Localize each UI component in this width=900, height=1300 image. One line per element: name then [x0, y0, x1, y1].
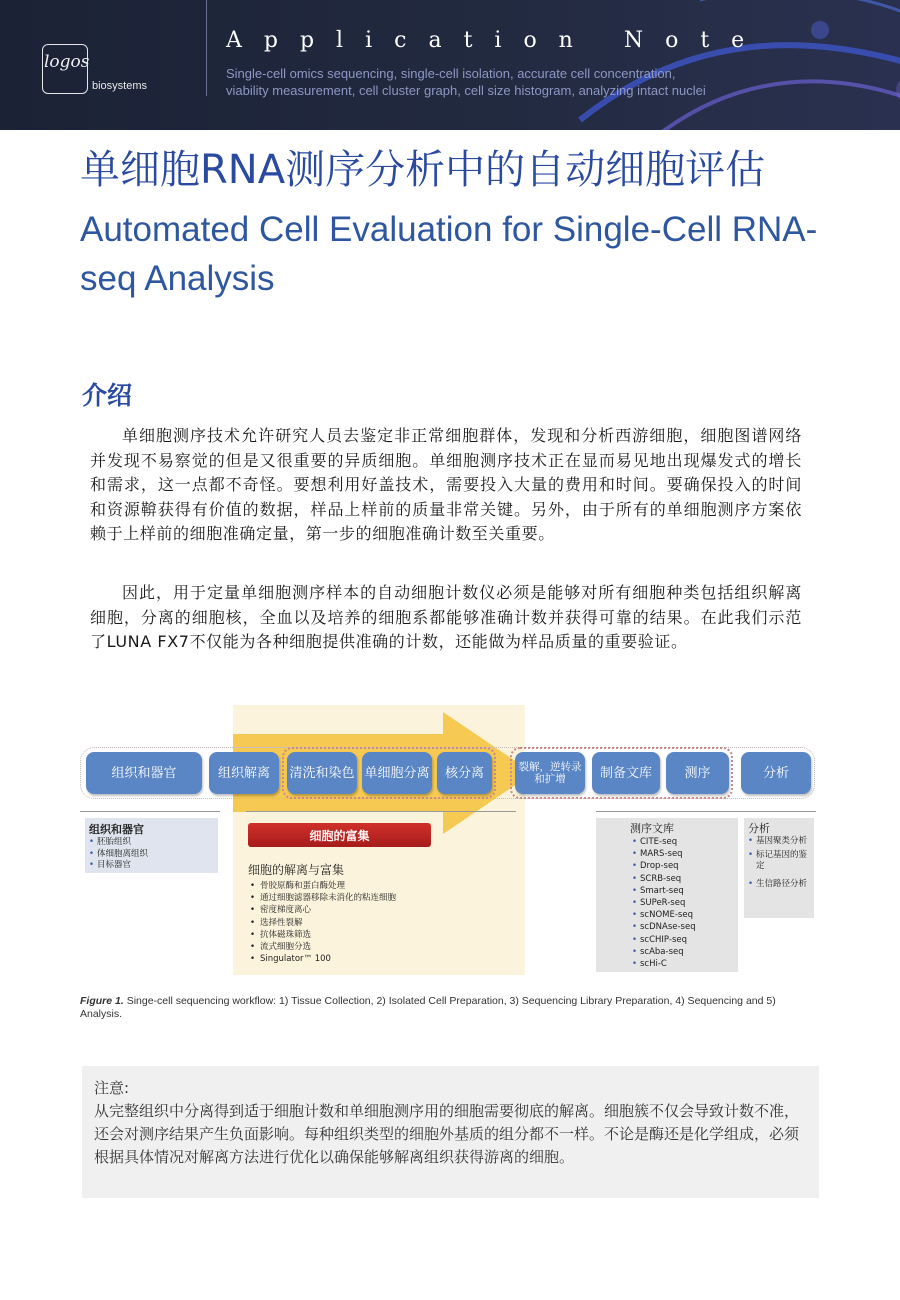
tissue-panel-title: 组织和器官 — [89, 823, 144, 836]
list-item: • scHi-C — [632, 958, 738, 970]
analysis-panel-title: 分析 — [748, 822, 770, 835]
list-item: • CITE-seq — [632, 836, 738, 848]
note-text: 从完整组织中分离得到适于细胞计数和单细胞测序用的细胞需要彻底的解离。细胞簇不仅会导致计数不准，还会对测序结果产生负面影响。每种组织类型的细胞外基质的组分都不一样。不论是酶还是化学组成，必须根据具体情况对解离方法进行优化以确保能够解离组织获得游离的细胞。 — [94, 1102, 800, 1166]
enrichment-bar: 细胞的富集 — [248, 823, 431, 847]
list-item: • Smart-seq — [632, 885, 738, 897]
title-chinese: 单细胞RNA测序分析中的自动细胞评估 — [80, 147, 766, 193]
list-item: • MARS-seq — [632, 848, 738, 860]
list-item: • 密度梯度离心 — [250, 904, 396, 916]
list-item: • 体细胞离组织 — [89, 849, 214, 861]
analysis-panel-list — [748, 836, 810, 890]
step-library-prep: 制备文库 — [592, 752, 660, 794]
list-item: • scCHIP-seq — [632, 934, 738, 946]
tissue-panel — [85, 818, 218, 873]
title-english: Automated Cell Evaluation for Single-Cell RNA-seq Analysis — [80, 210, 818, 298]
figure-divider-right — [596, 811, 816, 812]
list-item: • 生信路径分析 — [748, 879, 810, 891]
logo-subtext: biosystems — [92, 80, 148, 92]
intro-paragraph-1: 单细胞测序技术允许研究人员去鉴定非正常细胞群体，发现和分析西游细胞，细胞图谱网络并发现不易察觉的但是又很重要的异质细胞。单细胞测序技术正在显而易见地出现爆发式的增长和需求，这一点都不奇怪。要想利用好盖技术，需要投入大量的费用和时间。要确保投入的时间和资源鞥获得有价值的数据，样品上样前的质量非常关键。另外，由于所有的单细胞测序方案依赖于上样前的细胞准确定量，第一步的细胞准确计数至关重要。 — [90, 426, 802, 543]
step-tissue-organ: 组织和器官 — [86, 752, 202, 794]
step-single-cell-isolation: 单细胞分离 — [362, 752, 432, 794]
tissue-panel-list — [89, 837, 214, 872]
list-item: • scNOME-seq — [632, 909, 738, 921]
figure-caption-label: Figure 1. — [80, 995, 124, 1007]
figure-divider-left — [80, 811, 220, 812]
step-nuclei-isolation: 核分离 — [437, 752, 492, 794]
banner-subtitle-line2: viability measurement, cell cluster graph, cell size histogram, analyzing intact nuclei — [226, 83, 706, 98]
enrichment-title: 细胞的解离与富集 — [248, 863, 345, 877]
analysis-panel — [744, 818, 814, 918]
list-item: • Singulator™ 100 — [250, 953, 396, 965]
list-item: • scAba-seq — [632, 946, 738, 958]
list-item: • 标记基因的鉴定 — [748, 850, 810, 873]
step-analysis: 分析 — [741, 752, 811, 794]
step-lysis-rt-amplification: 裂解，逆转录和扩增 — [515, 752, 585, 794]
list-item: • 选择性裂解 — [250, 917, 396, 929]
list-item: • 基因聚类分析 — [748, 836, 810, 848]
step-wash-stain: 清洗和染色 — [287, 752, 357, 794]
library-panel — [596, 818, 738, 972]
list-item: • 抗体磁珠筛选 — [250, 929, 396, 941]
list-item: • 胚胎组织 — [89, 837, 214, 849]
list-item: • Drop-seq — [632, 860, 738, 872]
banner-subtitle — [226, 65, 786, 99]
library-panel-title: 测序文库 — [630, 822, 674, 835]
banner-divider — [206, 0, 207, 96]
list-item: • 流式细胞分选 — [250, 941, 396, 953]
list-item: • 目标器官 — [89, 860, 214, 872]
logo-text: logos — [44, 52, 90, 72]
banner-subtitle-line1: Single-cell omics sequencing, single-cell isolation, accurate cell concentration, — [226, 66, 676, 81]
list-item: • SCRB-seq — [632, 873, 738, 885]
figure-caption-text: Singe-cell sequencing workflow: 1) Tissue Collection, 2) Isolated Cell Preparation, 3) Sequencing Library Preparation, 4) Sequencing and 5) Analysis. — [80, 995, 776, 1020]
library-panel-list — [632, 836, 738, 970]
intro-paragraph-2: 因此，用于定量单细胞测序样本的自动细胞计数仪必须是能够对所有细胞种类包括组织解离细胞，分离的细胞核，全血以及培养的细胞系都能够准确计数并获得可靠的结果。在此我们示范了LUNA FX7不仅能为各种细胞提供准确的计数，还能做为样品质量的重要验证。 — [90, 583, 802, 651]
list-item: • scDNAse-seq — [632, 921, 738, 933]
application-note-label: Application Note — [226, 28, 767, 53]
intro-heading: 介绍 — [82, 381, 133, 410]
list-item: • 通过细胞滤器移除未消化的粘连细胞 — [250, 892, 396, 904]
list-item: • SUPeR-seq — [632, 897, 738, 909]
figure-caption — [80, 995, 815, 1021]
note-label: 注意: — [94, 1079, 130, 1097]
step-sequencing: 测序 — [666, 752, 729, 794]
step-tissue-dissociation: 组织解离 — [209, 752, 279, 794]
enrichment-list — [250, 880, 396, 965]
list-item: • 骨胶原酶和蛋白酶处理 — [250, 880, 396, 892]
figure-divider-mid — [246, 811, 516, 812]
